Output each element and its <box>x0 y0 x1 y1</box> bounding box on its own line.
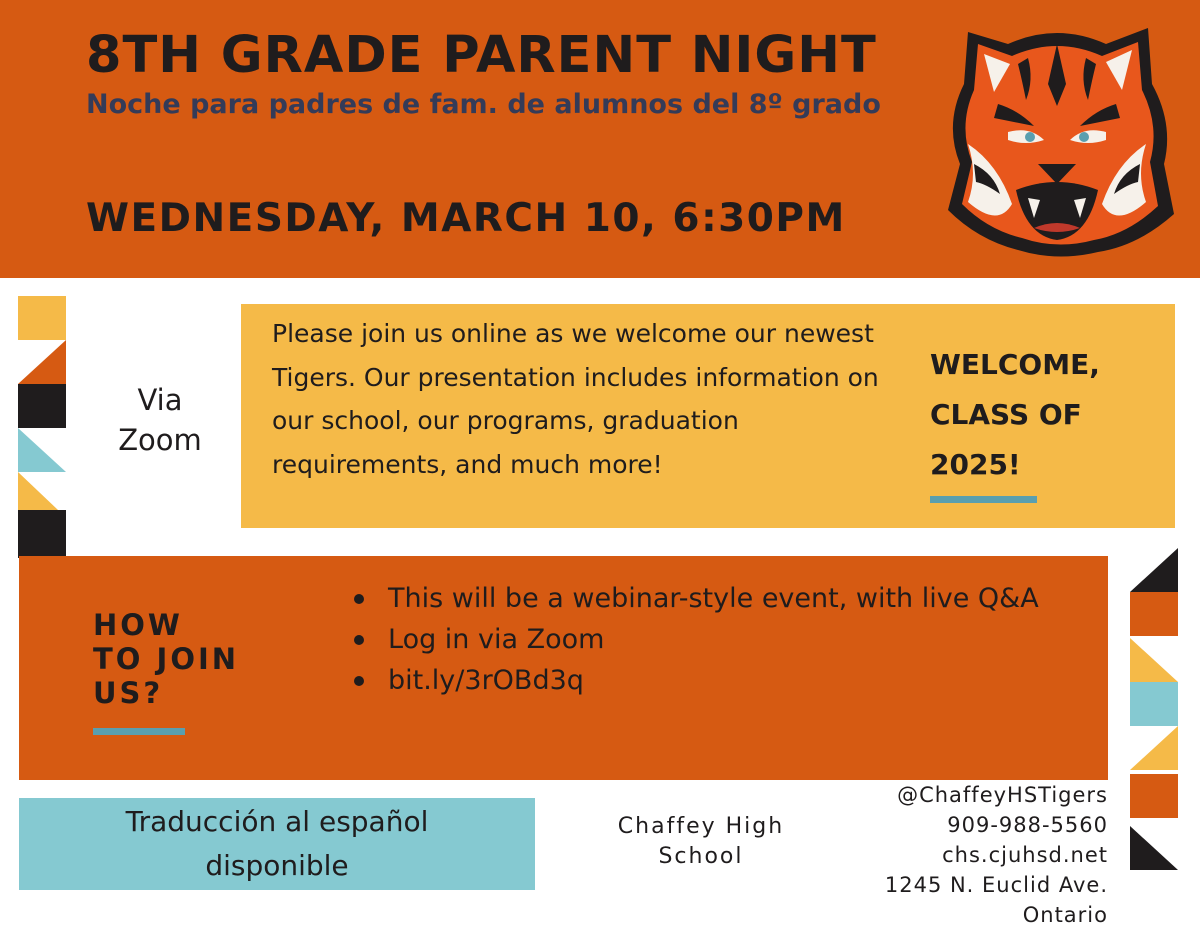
via-zoom-label <box>102 380 218 460</box>
translation-note <box>19 800 535 888</box>
list-item[interactable] <box>348 660 1088 701</box>
welcome-class-line: 2025! <box>930 448 1021 481</box>
welcome-class-line: CLASS OF <box>930 398 1082 431</box>
school-name-line: School <box>658 844 744 869</box>
join-heading-line: HOW <box>93 608 183 642</box>
welcome-class-heading <box>930 340 1160 490</box>
school-name-line: Chaffey High <box>617 814 785 839</box>
join-underline <box>93 728 185 735</box>
translation-line: disponible <box>205 849 349 882</box>
how-to-join-heading <box>93 608 293 710</box>
event-subtitle-spanish: Noche para padres de fam. de alumnos del 8º grado <box>86 89 881 120</box>
zoom-link[interactable]: bit.ly/3rOBd3q <box>388 665 584 696</box>
decorative-stripe-left <box>18 296 66 558</box>
join-heading-line: TO JOIN <box>93 642 240 676</box>
welcome-description: Please join us online as we welcome our newest Tigers. Our presentation includes information on our school, our programs, graduation requirements, and much more! <box>272 319 879 479</box>
join-heading-line: US? <box>93 676 164 710</box>
contact-info <box>840 780 1108 930</box>
social-handle[interactable]: @ChaffeyHSTigers <box>897 783 1108 807</box>
event-date: WEDNESDAY, MARCH 10, 6:30PM <box>86 196 846 241</box>
street-address: 1245 N. Euclid Ave. <box>884 873 1108 897</box>
join-instructions-list <box>348 578 1088 701</box>
welcome-class-line: WELCOME, <box>930 348 1100 381</box>
list-item <box>348 619 1088 660</box>
city: Ontario <box>1022 903 1108 927</box>
website-link[interactable]: chs.cjuhsd.net <box>942 843 1108 867</box>
translation-line: Traducción al español <box>125 805 429 838</box>
phone-number[interactable]: 909-988-5560 <box>947 813 1108 837</box>
bullet-icon <box>354 635 364 645</box>
join-item-text: This will be a webinar-style event, with live Q&A <box>388 583 1039 614</box>
event-title: 8TH GRADE PARENT NIGHT <box>86 26 877 85</box>
list-item <box>348 578 1088 619</box>
bullet-icon <box>354 594 364 604</box>
zoom-line: Zoom <box>118 423 202 457</box>
decorative-stripe-right <box>1130 548 1178 870</box>
bullet-icon <box>354 676 364 686</box>
via-line: Via <box>137 383 183 417</box>
tiger-head-icon <box>938 14 1176 262</box>
welcome-underline <box>930 496 1037 503</box>
school-name <box>600 812 802 872</box>
join-item-text: Log in via Zoom <box>388 624 605 655</box>
